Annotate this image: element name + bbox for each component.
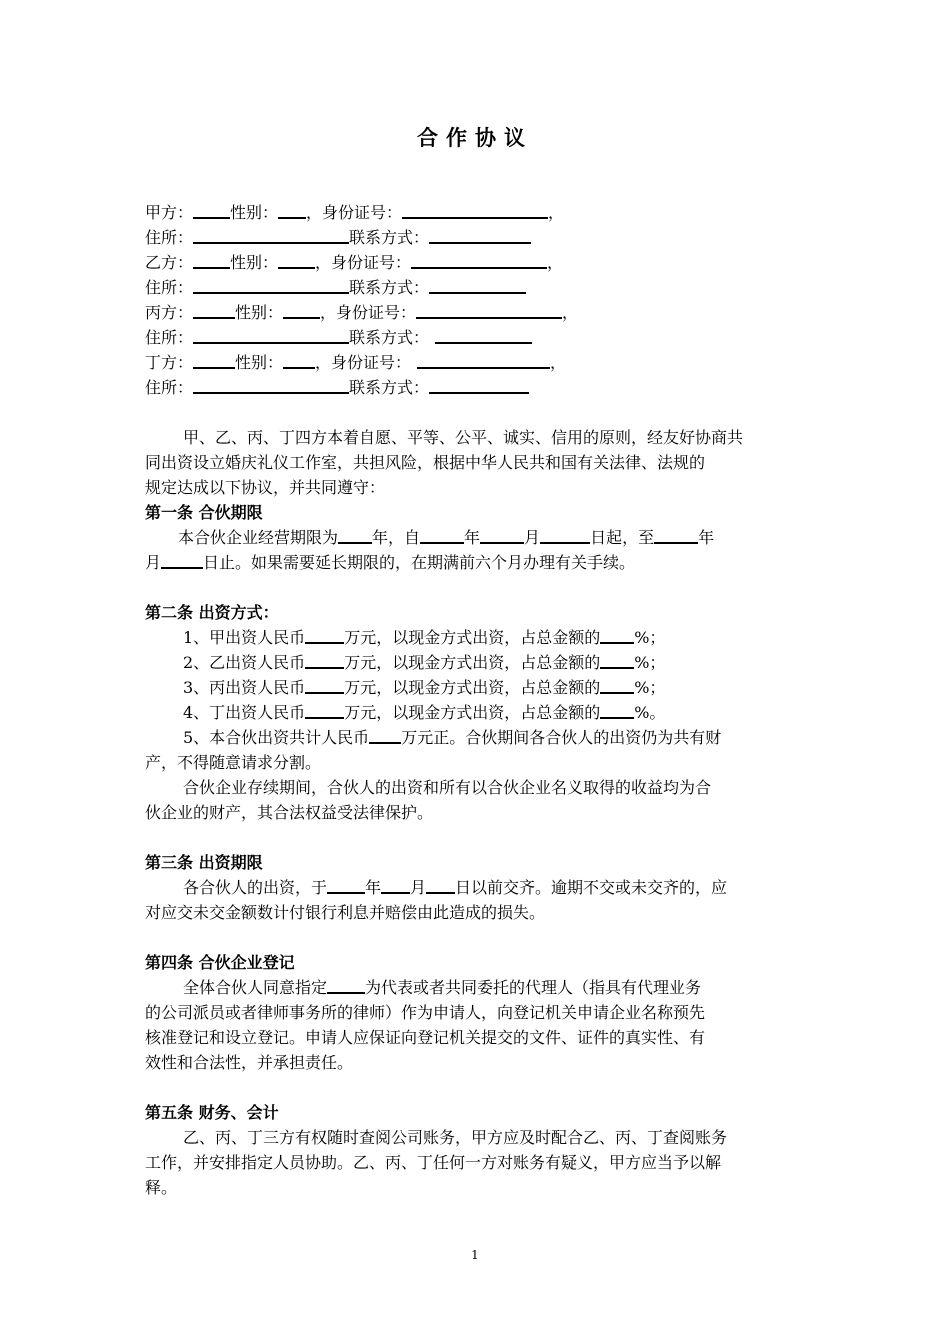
- article2-item: 2、乙出资人民币 万元，以现金方式出资，占总金额的 %；: [183, 653, 666, 672]
- party-bing-line: 丙方： 性别： ，身份证号： ，: [145, 303, 579, 322]
- article2-item: 4、丁出资人民币 万元，以现金方式出资，占总金额的 %。: [183, 703, 666, 722]
- blank-field[interactable]: [402, 201, 548, 219]
- party-jia-address-line: 住所： 联系方式：: [145, 226, 815, 250]
- blank-field[interactable]: [600, 651, 634, 669]
- blank-field[interactable]: [654, 526, 698, 544]
- blank-field[interactable]: [193, 326, 349, 344]
- article4-line: 核准登记和设立登记。申请人应保证向登记机关提交的文件、证件的真实性、有: [145, 1028, 706, 1047]
- party-ding-address-line: 住所： 联系方式：: [145, 376, 815, 400]
- blank-field[interactable]: [193, 251, 230, 269]
- article5-line: 释。: [145, 1178, 178, 1197]
- blank-field[interactable]: [327, 876, 365, 894]
- blank-field[interactable]: [193, 351, 235, 369]
- article5-line: 乙、丙、丁三方有权随时查阅公司账务，甲方应及时配合乙、丙、丁查阅账务: [183, 1128, 728, 1147]
- blank-field[interactable]: [411, 251, 547, 269]
- blank-field[interactable]: [161, 551, 203, 569]
- article4-line: 效性和合法性，并承担责任。: [145, 1053, 354, 1072]
- blank-field[interactable]: [540, 526, 590, 544]
- blank-field[interactable]: [305, 651, 344, 669]
- article-heading: 第二条 出资方式：: [145, 603, 279, 622]
- blank-field[interactable]: [278, 251, 315, 269]
- blank-field[interactable]: [600, 701, 634, 719]
- blank-field[interactable]: [193, 226, 349, 244]
- party-ding-line: 丁方： 性别： ，身份证号： ，: [145, 353, 567, 372]
- blank-field[interactable]: [283, 351, 315, 369]
- blank-field[interactable]: [278, 201, 306, 219]
- blank-field[interactable]: [327, 976, 365, 994]
- article4-line: 全体合伙人同意指定 为代表或者共同委托的代理人（指具有代理业务: [183, 978, 702, 997]
- blank-field[interactable]: [480, 526, 524, 544]
- article2-item: 3、丙出资人民币 万元，以现金方式出资，占总金额的 %；: [183, 678, 666, 697]
- blank-field[interactable]: [381, 876, 410, 894]
- blank-field[interactable]: [600, 626, 634, 644]
- article-heading: 第三条 出资期限: [145, 853, 263, 872]
- article3-line: 各合伙人的出资，于 年 月 日以前交齐。逾期不交或未交齐的，应: [183, 878, 728, 897]
- blank-field[interactable]: [193, 376, 349, 394]
- article2-item: 1、甲出资人民币 万元，以现金方式出资，占总金额的 %；: [183, 628, 666, 647]
- blank-field[interactable]: [369, 726, 401, 744]
- article-heading: 第一条 合伙期限: [145, 503, 263, 522]
- blank-field[interactable]: [417, 351, 550, 369]
- blank-field[interactable]: [193, 301, 235, 319]
- blank-field[interactable]: [305, 701, 344, 719]
- blank-field[interactable]: [416, 301, 562, 319]
- article2-total: 5、本合伙出资共计人民币 万元正。合伙期间各合伙人的出资仍为共有财: [183, 728, 722, 747]
- blank-field[interactable]: [429, 226, 531, 244]
- blank-field[interactable]: [429, 376, 529, 394]
- party-bing-address-line: 住所： 联系方式：: [145, 326, 815, 350]
- blank-field[interactable]: [305, 676, 344, 694]
- article1-line: 本合伙企业经营期限为 年，自 年 月 日起，至 年: [178, 528, 715, 547]
- blank-field[interactable]: [429, 276, 526, 294]
- article-heading: 第五条 财务、会计: [145, 1103, 279, 1122]
- blank-field[interactable]: [420, 526, 464, 544]
- blank-field[interactable]: [435, 326, 532, 344]
- intro-line: 甲、乙、丙、丁四方本着自愿、平等、公平、诚实、信用的原则，经友好协商共: [183, 428, 744, 447]
- article3-line: 对应交未交金额数计付银行利息并赔偿由此造成的损失。: [145, 903, 546, 922]
- article2-line: 产，不得随意请求分割。: [145, 753, 322, 772]
- blank-field[interactable]: [283, 301, 320, 319]
- blank-field[interactable]: [305, 626, 344, 644]
- page-number: 1: [471, 1248, 479, 1262]
- blank-field[interactable]: [338, 526, 372, 544]
- blank-field[interactable]: [193, 276, 349, 294]
- article-heading: 第四条 合伙企业登记: [145, 953, 295, 972]
- intro-line: 同出资设立婚庆礼仪工作室，共担风险，根据中华人民共和国有关法律、法规的: [145, 453, 706, 472]
- article4-line: 的公司派员或者律师事务所的律师）作为申请人，向登记机关申请企业名称预先: [145, 1003, 706, 1022]
- article2-line: 合伙企业存续期间，合伙人的出资和所有以合伙企业名义取得的收益均为合: [183, 778, 712, 797]
- article1-line: 月 日止。如果需要延长期限的，在期满前六个月办理有关手续。: [145, 553, 636, 572]
- article2-line: 伙企业的财产，其合法权益受法律保护。: [145, 803, 434, 822]
- blank-field[interactable]: [600, 676, 634, 694]
- party-yi-line: 乙方： 性别： ，身份证号： ，: [145, 253, 564, 272]
- party-yi-address-line: 住所： 联系方式：: [145, 276, 815, 300]
- document-title: 合作协议: [417, 126, 533, 150]
- blank-field[interactable]: [426, 876, 455, 894]
- article5-line: 工作，并安排指定人员协助。乙、丙、丁任何一方对账务有疑义，甲方应当予以解: [145, 1153, 722, 1172]
- blank-field[interactable]: [193, 201, 230, 219]
- party-jia-line: 甲方： 性别： ，身份证号： ，: [145, 203, 565, 222]
- intro-line: 规定达成以下协议，并共同遵守：: [145, 478, 386, 497]
